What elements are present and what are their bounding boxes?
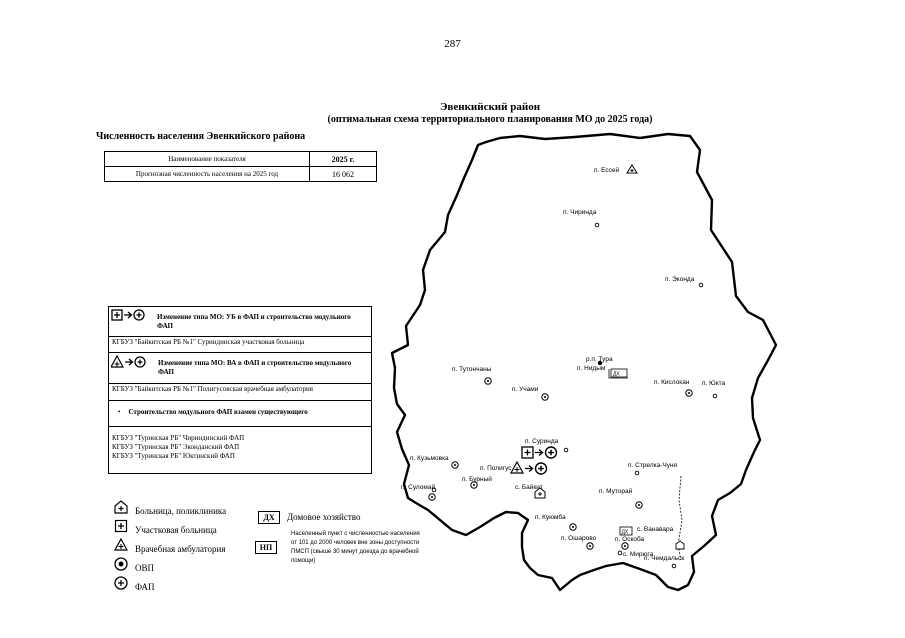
- settlement-label: п. Ессей: [594, 167, 620, 174]
- fap-marker: [570, 524, 576, 530]
- ambulatory-marker: [627, 165, 637, 173]
- map-subtitle: (оптимальная схема территориального планирования МО до 2025 года): [327, 114, 653, 125]
- legend-row: [109, 337, 371, 353]
- settlement-label: с. Байкит: [515, 484, 543, 491]
- hospital-marker: [676, 541, 684, 549]
- settlement-marker: [713, 394, 717, 398]
- fap-marker: [686, 390, 692, 396]
- table-cell: Прогнозная численность населения на 2025 год: [105, 167, 310, 182]
- fap-marker: [587, 543, 593, 549]
- district-hospital-icon: [116, 521, 127, 532]
- settlement-label: с. Мирюга: [623, 551, 654, 558]
- legend-text: КГБУЗ "Байкитская РБ №1" Суриндинская участковая больница: [112, 338, 305, 346]
- settlement-label: п. Ошарово: [561, 535, 597, 542]
- changes-legend: [108, 306, 372, 474]
- conversion-symbol-poligus: [511, 462, 547, 474]
- settlement-label: п. Суринда: [525, 438, 559, 445]
- settlement-label: п. Полигус: [480, 465, 512, 472]
- legend-label: Врачебная амбулатория: [135, 544, 226, 554]
- legend-row: [109, 353, 371, 384]
- legend-text: Строительство модульного ФАП взамен существующего: [128, 408, 308, 416]
- settlement-label: п. Учами: [512, 386, 539, 393]
- fap-marker: [452, 462, 458, 468]
- settlement-marker: [672, 564, 676, 568]
- settlement-marker: [699, 283, 703, 287]
- settlement-label: п. Кузьмовка: [410, 455, 449, 462]
- legend-row: [109, 307, 371, 337]
- legend-text: Изменение типа МО: ВА в ФАП и строительство модульного ФАП: [158, 359, 352, 376]
- settlement-label: п. Оскоба: [615, 536, 645, 543]
- settlement-label: п. Эконда: [665, 276, 695, 283]
- settlement-marker: [635, 471, 639, 475]
- conversion-symbol-surinda: [522, 447, 568, 458]
- ambulatory-icon: [115, 539, 127, 550]
- fap-marker: [429, 494, 435, 500]
- ovp-icon: [115, 558, 127, 570]
- table-header-cell: Наименование показателя: [105, 152, 310, 167]
- settlement-label: п. Юкта: [702, 380, 726, 387]
- legend-label: ОВП: [135, 563, 155, 573]
- legend-label: ФАП: [135, 582, 155, 592]
- conversion-ub-icon: [111, 309, 153, 321]
- fap-marker: [622, 543, 628, 549]
- legend-text: КГБУЗ "Туринская РБ" Юктинский ФАП: [112, 452, 235, 460]
- fap-icon: [115, 577, 127, 589]
- settlement-marker: [595, 223, 599, 227]
- legend-text: КГБУЗ "Туринская РБ" Чириндинский ФАП: [112, 434, 245, 442]
- population-heading: Численность населения Эвенкийского района: [96, 131, 306, 142]
- settlement-label: п. Стрелка-Чуня: [628, 462, 678, 469]
- legend-label: Населенный пункт с численностью населения от 101 до 2000 человек вне зоны доступности ПМСП (свыше 30 минут доезда до врачебной помощи): [291, 531, 420, 564]
- fap-marker: [542, 394, 548, 400]
- table-header-cell: 2025 г.: [310, 152, 377, 167]
- settlement-legend-box: НП: [255, 541, 277, 554]
- hospital-icon: [115, 501, 127, 513]
- legend-text: Изменение типа МО: УБ в ФАП и строительство модульного ФАП: [157, 313, 351, 330]
- household-box-label: ДХ: [621, 529, 629, 536]
- legend-row: [109, 401, 371, 427]
- settlement-label: р.п. Тура: [586, 356, 613, 363]
- district-boundary: [392, 134, 776, 590]
- symbol-legend-icons: [112, 497, 132, 593]
- settlement-label: п. Куюмба: [535, 514, 566, 521]
- symbol-legend: [135, 502, 226, 597]
- table-cell: 16 062: [310, 167, 377, 182]
- settlement-label: п. Бурный: [462, 476, 492, 483]
- household-box-label: ДХ: [613, 371, 620, 378]
- legend-text: КГБУЗ "Туринская РБ" Эконданский ФАП: [112, 443, 240, 451]
- legend-row: [109, 433, 371, 473]
- map-title: Эвенкийский район: [439, 101, 541, 113]
- settlement-label: п. Чемдальск: [644, 555, 685, 562]
- legend-label: Домовое хозяйство: [287, 512, 361, 522]
- bullet-icon: •: [118, 408, 121, 416]
- settlement-marker: [618, 551, 622, 555]
- page-number: 287: [444, 38, 461, 50]
- settlement-label: п. Суломай: [401, 484, 436, 491]
- fap-marker: [636, 502, 642, 508]
- settlement-label: п. Муторай: [599, 488, 633, 495]
- settlement-label: п. Тутончаны: [452, 366, 492, 373]
- fap-marker: [485, 378, 491, 384]
- legend-label: Участковая больница: [135, 525, 217, 535]
- conversion-va-icon: [111, 355, 153, 368]
- legend-label: Больница, поликлиника: [135, 506, 227, 516]
- settlement-label: п. Кислокан: [654, 379, 690, 386]
- household-legend-box: ДХ: [258, 511, 280, 524]
- settlement-label: п. Чиринда: [563, 209, 597, 216]
- legend-text: КГБУЗ "Байкитская РБ №1" Полигусовская врачебная амбулатория: [112, 385, 314, 393]
- legend-row: [109, 384, 371, 401]
- settlement-label: п. Нидым: [577, 365, 606, 372]
- settlement-label: с. Ванавара: [637, 526, 674, 533]
